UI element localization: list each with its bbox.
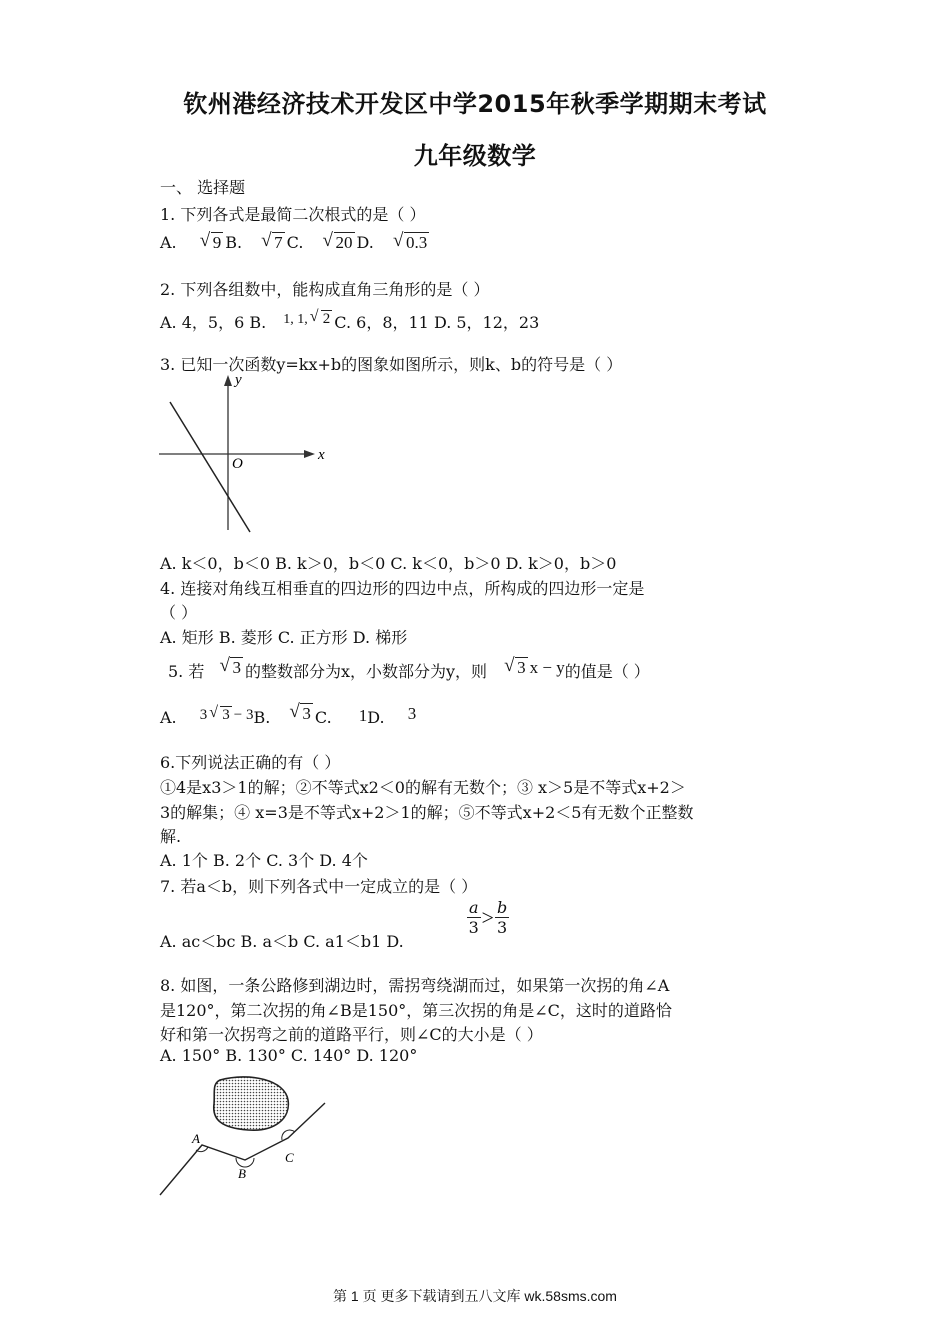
q1-sqrt-c: √ 20	[322, 230, 353, 252]
q5-expr: x − y	[529, 658, 565, 677]
q2-stem: 2. 下列各组数中，能构成直角三角形的是（ ）	[160, 280, 490, 299]
q3-options: A. k＜0，b＜0 B. k＞0，b＜0 C. k＜0，b＞0 D. k＞0，b＞0	[160, 554, 617, 573]
q2-post: C. 6，8，11 D. 5，12，23	[334, 313, 540, 332]
q1-label-c: C.	[286, 233, 304, 252]
q6-line-3: 解.	[160, 827, 182, 846]
q4-options: A. 矩形 B. 菱形 C. 正方形 D. 梯形	[160, 628, 408, 647]
label-a: A	[192, 1131, 200, 1146]
q1-sqrt-a: √ 9	[199, 230, 222, 252]
page-title: 钦州港经济技术开发区中学2015年秋季学期期末考试	[183, 90, 767, 118]
q6-stem: 6.下列说法正确的有（ ）	[160, 753, 341, 772]
q5-s3: 的值是（ ）	[564, 662, 650, 681]
q5-opt-c: 1	[358, 706, 368, 725]
q8-figure	[150, 1070, 340, 1205]
q1-label-d: D.	[356, 233, 374, 252]
q8-line-3: 好和第一次拐弯之前的道路平行，则∠C的大小是（ ）	[160, 1025, 543, 1044]
label-b: B	[238, 1166, 246, 1181]
q5-label-a: A.	[160, 708, 177, 727]
q1-options	[160, 230, 431, 253]
q5-sqrt-1: √ 3	[219, 655, 241, 677]
q2-options	[160, 310, 539, 333]
label-c: C	[285, 1150, 294, 1165]
q5-label-d: D.	[367, 708, 385, 727]
q3-x-arrow	[304, 450, 315, 458]
q5-stem	[168, 655, 650, 682]
q7-frac-a: $\frac{a}{3}$	[468, 898, 479, 937]
q5-options	[160, 701, 417, 728]
q8-line-2: 是120°，第二次拐的角∠B是150°，第三次拐的角是∠C，这时的道路恰	[160, 1001, 672, 1020]
q5-sqrt-2: √ 3	[504, 655, 526, 677]
q7-options: A. ac＜bc B. a＜b C. a1＜b1 D.	[160, 932, 404, 951]
page-subtitle: 九年级数学	[413, 142, 537, 170]
q7-fraction-expr	[467, 898, 509, 937]
q1-stem: 1. 下列各式是最简二次根式的是（ ）	[160, 205, 426, 224]
q3-graph	[155, 370, 335, 535]
q1-sqrt-b: √ 7	[261, 230, 283, 252]
q1-label-b: B.	[225, 233, 243, 252]
q5-s1: 5. 若	[168, 662, 205, 681]
q8-line-1: 8. 如图，一条公路修到湖边时，需拐弯绕湖而过，如果第一次拐的角∠A	[160, 976, 670, 995]
q1-sqrt-d: √ 0.3	[392, 230, 428, 252]
q3-y-label: y	[235, 372, 242, 388]
q1-label-a: A.	[160, 233, 177, 252]
q8-options: A. 150° B. 130° C. 140° D. 120°	[160, 1046, 418, 1065]
q5-opt-d: 3	[407, 704, 417, 723]
lake	[214, 1077, 289, 1130]
q5-opt-a: 3 √ 3 − 3	[199, 704, 254, 723]
q2-pre: A. 4，5，6 B.	[160, 313, 267, 332]
q2-sqrt: √ 2	[309, 308, 331, 327]
q2-nums: 1, 1,	[283, 312, 308, 327]
q3-stem: 3. 已知一次函数y=kx+b的图象如图所示，则k、b的符号是（ ）	[160, 355, 623, 374]
q7-gt: >	[481, 904, 494, 930]
page-footer: 第 1 页 更多下载请到五八文库 wk.58sms.com	[333, 1288, 617, 1304]
q5-label-b: B.	[253, 708, 271, 727]
q6-options: A. 1个 B. 2个 C. 3个 D. 4个	[160, 851, 368, 870]
q4-stem-2: （ ）	[160, 603, 198, 622]
q3-x-label: x	[318, 447, 325, 463]
q4-stem: 4. 连接对角线互相垂直的四边形的四边中点，所构成的四边形一定是	[160, 579, 645, 598]
q7-stem: 7. 若a＜b，则下列各式中一定成立的是（ ）	[160, 877, 478, 896]
q6-line-2: 3的解集；④ x=3是不等式x+2＞1的解；⑤不等式x+2＜5有无数个正整数	[160, 803, 694, 822]
q5-s2: 的整数部分为x，小数部分为y，则	[244, 662, 488, 681]
q6-line-1: ①4是x3＞1的解；②不等式x2＜0的解有无数个；③ x＞5是不等式x+2＞	[160, 778, 686, 797]
q7-frac-b: $\frac{b}{3}$	[496, 898, 508, 937]
q3-y-arrow	[224, 375, 232, 386]
q5-label-c: C.	[314, 708, 332, 727]
q3-origin-label: O	[232, 456, 243, 472]
section-heading: 一、 选择题	[160, 178, 246, 197]
q5-opt-b: √ 3	[289, 701, 311, 723]
